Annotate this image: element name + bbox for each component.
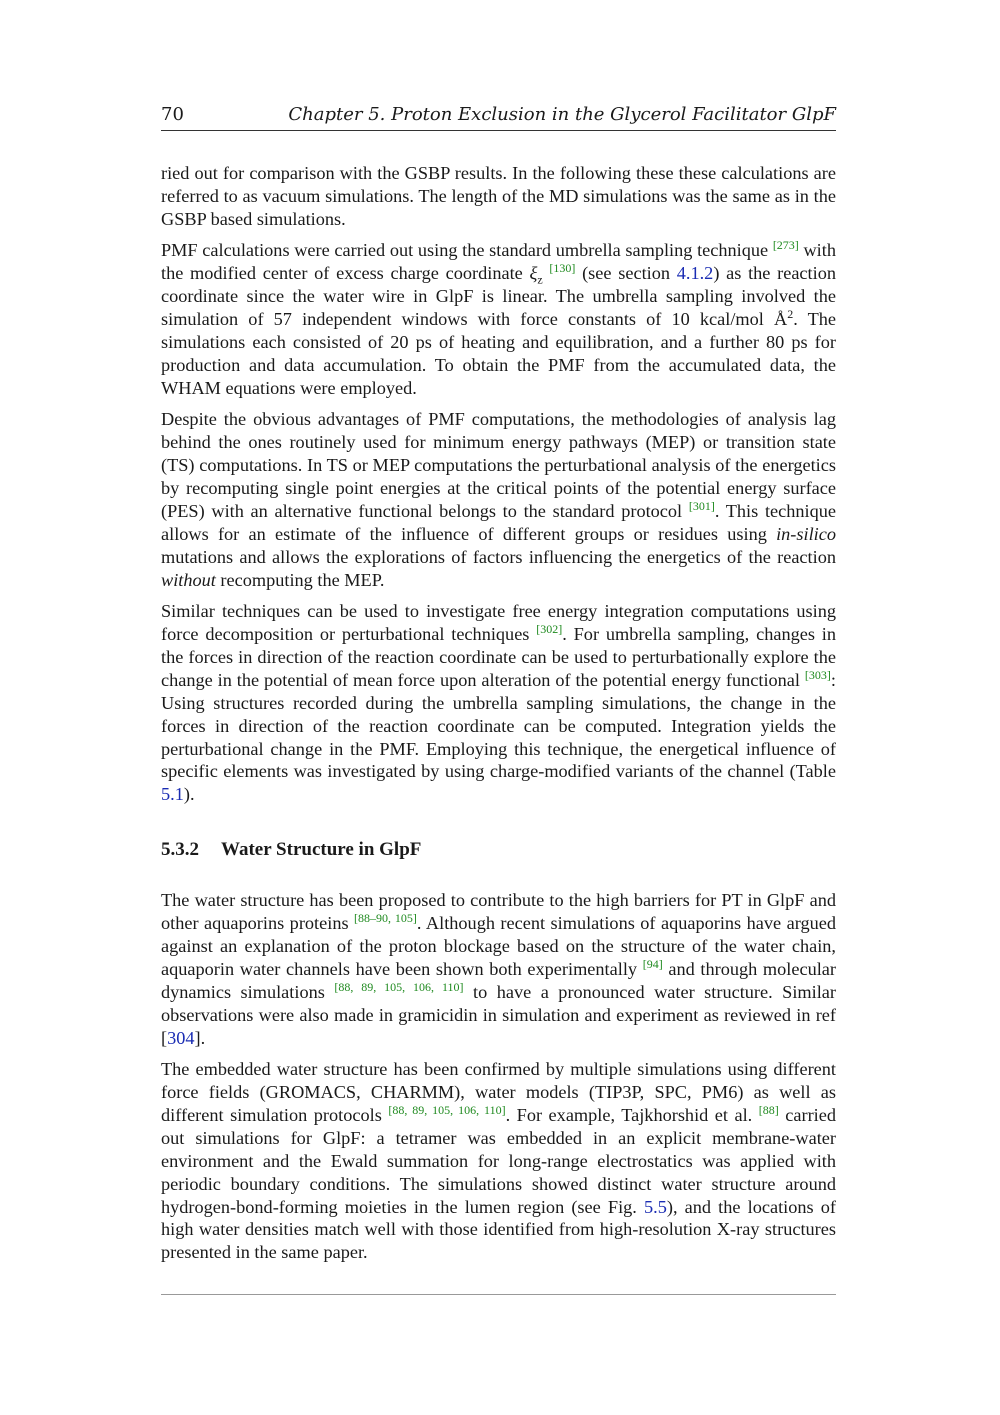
superscript-2: 2 <box>787 306 794 321</box>
xi-subscript: z <box>537 272 543 287</box>
text-span: mutations and allows the explorations of factors influencing the energetics of the reaction <box>161 546 836 567</box>
text-span: recomputing the MEP. <box>215 569 385 590</box>
paragraph-4 <box>161 600 836 806</box>
paragraph-6 <box>161 1058 836 1264</box>
paragraph-5 <box>161 889 836 1049</box>
emphasis-in-silico: in-silico <box>776 523 836 544</box>
running-header <box>161 104 836 131</box>
text-span: and through molecular dynamics simulations <box>161 958 836 1002</box>
text-span: Despite the obvious advantages of PMF computations, the methodologies of analysis lag behind the ones routinely used for minimum energy pathways (MEP) or transition state (TS) computations. In TS or MEP computations the perturbational analysis of the energetics by recomputing single point energies at the critical points of the potential energy surface (PES) with an alternative functional belongs to the standard protocol <box>161 409 836 521</box>
text-span: with the modified center of excess charge coordinate <box>161 240 836 284</box>
chapter-title: Chapter 5. Proton Exclusion in the Glycerol Facilitator GlpF <box>288 104 836 125</box>
paragraph-3 <box>161 408 836 591</box>
table-link-5-1[interactable]: 5.1 <box>161 784 184 805</box>
body-text <box>161 162 836 1273</box>
text-span: . The simulations each consisted of 20 ps of heating and equilibration, and a further 80 ps for production and data accumulation. To obtain the PMF from the accumulated data, the WHAM equations were employed. <box>161 309 836 398</box>
text-span: Similar techniques can be used to investigate free energy integration computations using force decomposition or perturbational techniques <box>161 601 836 644</box>
text-span: The water structure has been proposed to contribute to the high barriers for PT in GlpF and other aquaporins proteins <box>161 890 836 934</box>
section-heading <box>161 839 836 862</box>
citation-303[interactable]: [303] <box>804 667 831 682</box>
xi-symbol: ξ <box>529 263 538 284</box>
citation-88-89-105-106-110[interactable]: [88, 89, 105, 106, 110] <box>388 1102 506 1117</box>
text-span: : Using structures recorded during the umbrella sampling simulations, the change in the forces in direction of the reaction coordinate can be computed. Integration yields the perturbational change in the PMF. Employing this technique, the energetical influence of specific elements was investigated by using charge-modified variants of the channel (Table <box>161 669 836 782</box>
section-number: 5.3.2 <box>161 839 199 861</box>
text-span: ). <box>183 784 195 805</box>
text-span: . For umbrella sampling, changes in the forces in direction of the reaction coordinate can be used to perturbationally explore the change in the potential of mean force upon alteration of the potential energy functional <box>161 624 836 690</box>
text-span: . Although recent simulations of aquaporins have argued against an explanation of the proton blockage based on the structure of the water chain, aquaporin water channels have been shown both experimentally <box>161 913 836 979</box>
text-span: ) as the reaction coordinate since the water wire in GlpF is linear. The umbrella sampling involved the simulation of 57 independent windows with force constants of 10 kcal/mol Å <box>161 263 836 330</box>
footer-divider <box>161 1294 836 1295</box>
text-span: carried out simulations for GlpF: a tetramer was embedded in an explicit membrane-water environment and the Ewald summation for long-range electrostatics was applied with periodic boundary conditions. The simulations showed distinct water structure around hydrogen-bond-forming moieties in the lumen region (see Fig. <box>161 1104 836 1217</box>
page-number: 70 <box>161 104 184 125</box>
text-span: PMF calculations were carried out using the standard umbrella sampling technique <box>161 240 773 261</box>
figure-link-5-5[interactable]: 5.5 <box>644 1196 667 1217</box>
citation-94[interactable]: [94] <box>642 956 663 971</box>
citation-301[interactable]: [301] <box>688 498 715 513</box>
citation-88-89-105-106-110[interactable]: [88, 89, 105, 106, 110] <box>334 979 464 994</box>
text-span: ), and the locations of high water densities match well with those identified from high-resolution X-ray structures presented in the same paper. <box>161 1196 836 1263</box>
reference-link-304[interactable]: 304 <box>167 1027 195 1048</box>
section-title: Water Structure in GlpF <box>221 839 422 861</box>
text-span: . For example, Tajkhorshid et al. <box>505 1104 759 1125</box>
text-span: ]. <box>194 1027 206 1048</box>
text-span: (see section <box>575 263 677 284</box>
emphasis-without: without <box>161 569 216 590</box>
text-span: to have a pronounced water structure. Similar observations were also made in gramicidin in simulation and experiment as reviewed in ref [ <box>161 981 836 1048</box>
text-span: The embedded water structure has been confirmed by multiple simulations using different force fields (GROMACS, CHARMM), water models (TIP3P, SPC, PM6) as well as different simulation protocols <box>161 1059 836 1125</box>
citation-130[interactable]: [130] <box>549 261 576 276</box>
citation-302[interactable]: [302] <box>536 621 563 636</box>
citation-88[interactable]: [88] <box>758 1102 779 1117</box>
citation-88-90-105[interactable]: [88–90, 105] <box>354 910 417 925</box>
text-span: . This technique allows for an estimate of the influence of different groups or residues using <box>161 500 837 544</box>
section-link-4-1-2[interactable]: 4.1.2 <box>676 263 714 284</box>
paragraph-2 <box>161 239 836 399</box>
citation-273[interactable]: [273] <box>772 238 799 253</box>
paragraph-1: ried out for comparison with the GSBP results. In the following these these calculations are referred to as vacuum simulations. The length of the MD simulations was the same as in the GSBP based simulations. <box>161 163 836 229</box>
